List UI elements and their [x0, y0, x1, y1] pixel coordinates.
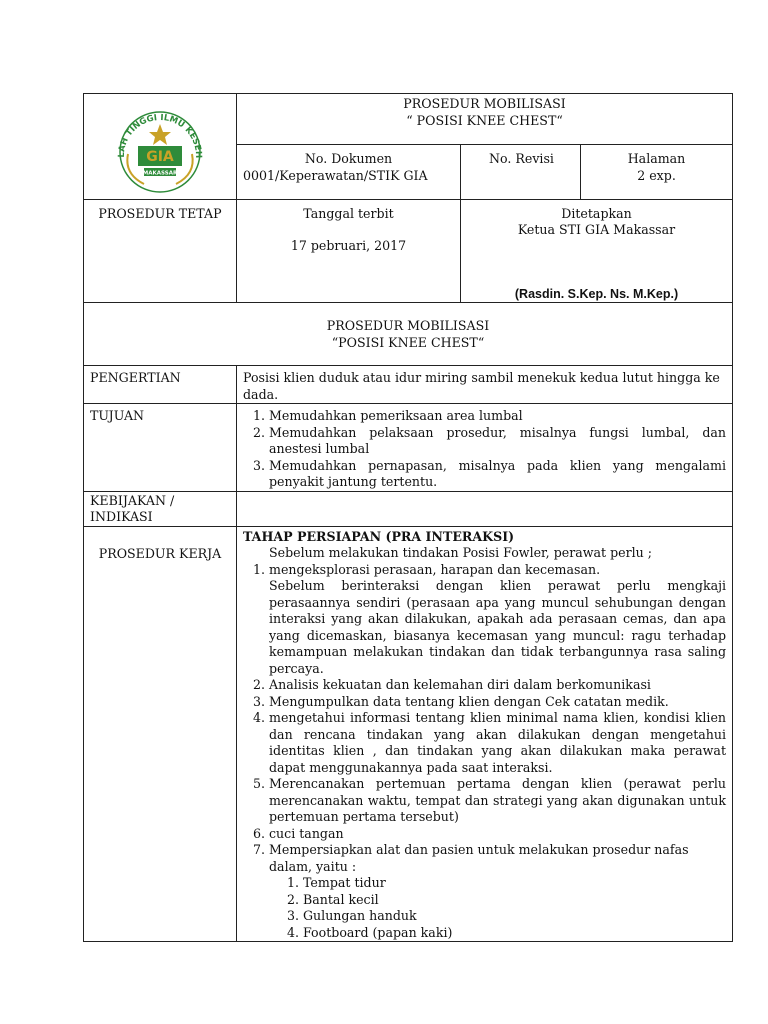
pengertian-label: PENGERTIAN: [90, 370, 181, 385]
list-item: 1. Tempat tidur: [303, 875, 726, 892]
item-text: 1. mengeksplorasi perasaan, harapan dan kecemasan.: [269, 561, 601, 577]
kebijakan-label-line1: KEBIJAKAN /: [90, 492, 175, 508]
list-item: 5. Merencanakan pertemuan pertama dengan klien (perawat perlu merencanakan waktu, tempat dan strategi yang akan digunakan untuk pertemuan pertama tersebut): [269, 776, 726, 826]
item-text: 7. Mempersiapkan alat dan pasien untuk melakukan prosedur nafas dalam, yaitu :: [269, 842, 689, 874]
list-item: 4. mengetahui informasi tentang klien minimal nama klien, kondisi klien dan rencana tindakan yang akan dilakukan dengan mengetahui identitas klien , dan tindakan yang akan dilakukan maka perawat dapat menggunakannya pada saat interaksi.: [269, 710, 726, 776]
prosedur-list: [243, 562, 726, 942]
sop-document: [83, 93, 732, 940]
title-cell: [237, 94, 733, 145]
logo-arc-text: LAH TINGGI ILMU KESEH: [116, 112, 204, 159]
list-item: 1. Memudahkan pemeriksaan area lumbal: [269, 408, 726, 425]
signatory: (Rasdin. S.Kep. Ns. M.Kep.): [514, 286, 679, 301]
kebijakan-label-cell: [84, 491, 237, 526]
section-subtitle: “POSISI KNEE CHEST“: [331, 334, 485, 350]
doc-title: PROSEDUR MOBILISASI: [403, 96, 566, 111]
tujuan-label-cell: [84, 404, 237, 492]
doc-number-label: No. Dokumen: [304, 151, 393, 167]
tanggal-cell: [237, 199, 461, 303]
list-item: 3. Gulungan handuk: [303, 908, 726, 925]
doc-number-value: 0001/Keperawatan/STIK GIA: [243, 167, 428, 183]
star-icon: [149, 124, 171, 145]
tahap-heading: TAHAP PERSIAPAN (PRA INTERAKSI): [243, 528, 515, 544]
halaman-cell: [581, 145, 733, 199]
kebijakan-label-line2: INDIKASI: [90, 509, 153, 524]
list-item: 2. Bantal kecil: [303, 892, 726, 909]
ditetapkan-by: Ketua STI GIA Makassar: [517, 222, 676, 237]
pengertian-label-cell: [84, 366, 237, 404]
list-item: [269, 842, 726, 941]
prosedur-kerja-label-cell: [84, 526, 237, 942]
list-item: 3. Mengumpulkan data tentang klien dengan Cek catatan medik.: [269, 694, 726, 711]
list-item: 4. Footboard (papan kaki): [303, 925, 726, 942]
doc-subtitle: “ POSISI KNEE CHEST“: [406, 112, 563, 128]
list-item: 2. Analisis kekuatan dan kelemahan diri dalam berkomunikasi: [269, 677, 726, 694]
revisi-label: No. Revisi: [489, 151, 554, 167]
section-title: PROSEDUR MOBILISASI: [326, 318, 490, 333]
doc-number-cell: [237, 145, 461, 199]
tujuan-label: TUJUAN: [90, 408, 145, 423]
tahap-intro: Sebelum melakukan tindakan Posisi Fowler, perawat perlu ;: [269, 545, 653, 560]
pengertian-text: Posisi klien duduk atau idur miring sambil menekuk kedua lutut hingga ke dada.: [243, 370, 720, 402]
halaman-label: Halaman: [627, 151, 686, 167]
item-detail: Sebelum berinteraksi dengan klien perawat perlu mengkaji perasaannya sendiri (perasaan apa yang muncul sehubungan dengan interaksi yang akan dilakukan, apakah ada perasaan cemas, dan apa yang dicemaskan, biasanya kecemasan yang muncul: ragu terhadap kemampuan melakukan tindakan dan tidak terbangunnya rasa saling percaya.: [269, 578, 727, 676]
list-item: 6. cuci tangan: [269, 826, 726, 843]
sop-table: [83, 93, 733, 942]
prosedur-kerja-label: PROSEDUR KERJA: [98, 545, 222, 561]
logo-bottom-text: MAKASSAR: [142, 170, 178, 177]
list-item: [269, 562, 726, 678]
prosedur-tetap-label: PROSEDUR TETAP: [98, 205, 222, 221]
tujuan-list: [243, 408, 726, 491]
prosedur-kerja-content: [237, 526, 733, 942]
halaman-value: 2 exp.: [637, 167, 676, 183]
tujuan-list-cell: [237, 404, 733, 492]
ditetapkan-cell: [461, 199, 733, 303]
pengertian-text-cell: [237, 366, 733, 404]
logo-mid-text: GIA: [146, 149, 174, 165]
tanggal-value: 17 pebruari, 2017: [290, 238, 407, 253]
section-title-cell: [84, 303, 733, 366]
institution-logo: [84, 94, 236, 194]
kebijakan-value-cell: [237, 491, 733, 526]
prosedur-tetap-cell: [84, 199, 237, 303]
tanggal-label: Tanggal terbit: [303, 205, 394, 221]
logo-cell: [84, 94, 237, 200]
revisi-cell: [461, 145, 581, 199]
ditetapkan-label: Ditetapkan: [561, 205, 632, 221]
equipment-list: [269, 875, 726, 941]
list-item: 2. Memudahkan pelaksaan prosedur, misalnya fungsi lumbal, dan anestesi lumbal: [269, 425, 726, 458]
list-item: 3. Memudahkan pernapasan, misalnya pada klien yang mengalami penyakit jantung tertentu.: [269, 458, 726, 491]
